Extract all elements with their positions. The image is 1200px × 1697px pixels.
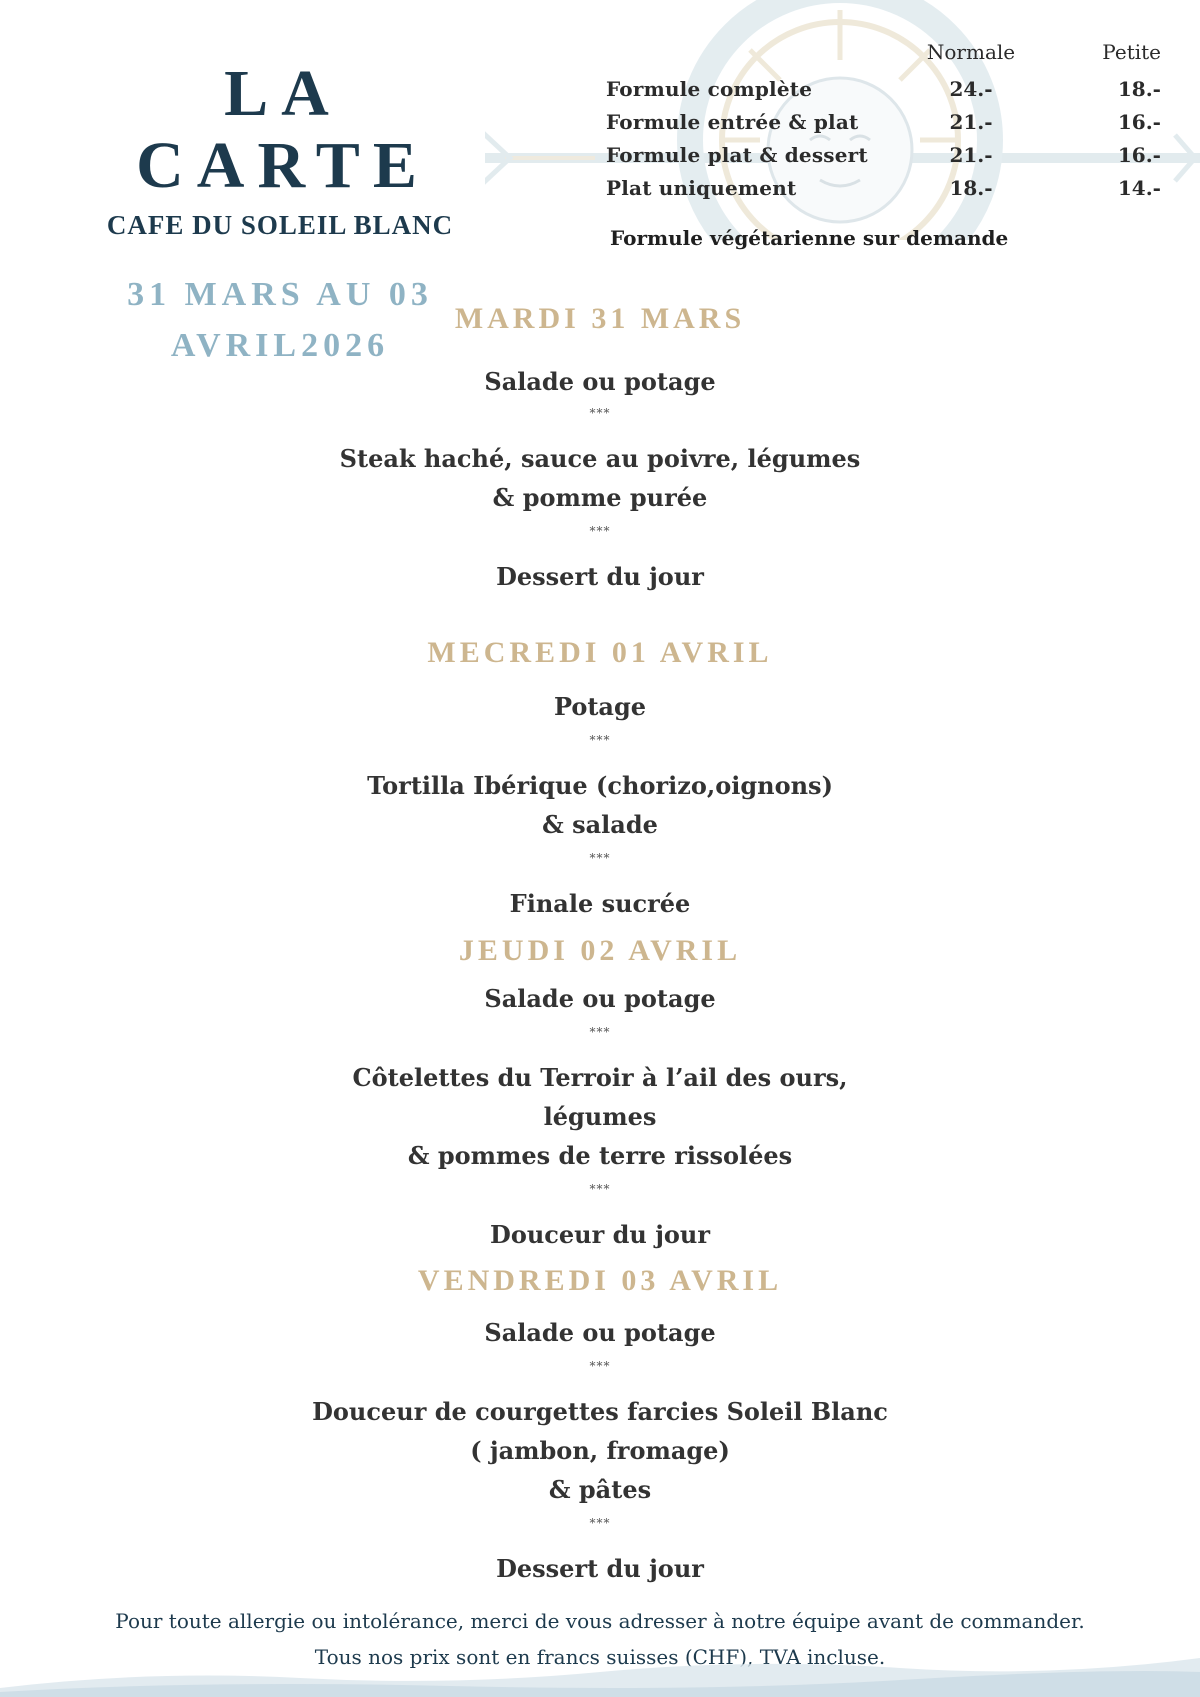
starter: Salade ou potage bbox=[484, 367, 716, 396]
dessert: Finale sucrée bbox=[509, 889, 691, 918]
main-line: Steak haché, sauce au poivre, légumes bbox=[339, 444, 861, 473]
main-line: Douceur de courgettes farcies Soleil Blanc bbox=[312, 1397, 888, 1426]
price-petite: 16.- bbox=[1117, 109, 1161, 134]
price-note: Tous nos prix sont en francs suisses (CHF), TVA incluse. bbox=[314, 1645, 886, 1669]
price-normale: 18.- bbox=[949, 175, 993, 200]
price-petite: 18.- bbox=[1117, 76, 1161, 101]
starter: Salade ou potage bbox=[484, 984, 716, 1013]
main-line: ( jambon, fromage) bbox=[470, 1436, 730, 1465]
separator: *** bbox=[589, 1516, 611, 1530]
price-table-header bbox=[606, 40, 1161, 72]
separator: *** bbox=[589, 851, 611, 865]
price-row-label: Formule plat & dessert bbox=[606, 142, 868, 167]
vegetarian-note: Formule végétarienne sur demande bbox=[610, 226, 1009, 250]
restaurant-name: CAFE DU SOLEIL BLANC bbox=[106, 210, 454, 240]
date-range: 31 MARS AU 03 AVRIL2026 bbox=[127, 276, 433, 364]
day-heading: MARDI 31 MARS bbox=[454, 302, 746, 335]
price-header-spacer bbox=[606, 40, 901, 72]
price-row bbox=[606, 105, 1161, 138]
price-normale: 21.- bbox=[949, 142, 993, 167]
price-row bbox=[606, 72, 1161, 105]
watercolor-wave bbox=[0, 1650, 1200, 1697]
starter: Salade ou potage bbox=[484, 1318, 716, 1347]
main-line: légumes bbox=[543, 1102, 657, 1131]
day-heading: MECREDI 01 AVRIL bbox=[427, 636, 773, 669]
price-row bbox=[606, 171, 1161, 204]
separator: *** bbox=[589, 733, 611, 747]
price-col-petite: Petite bbox=[1102, 40, 1161, 64]
separator: *** bbox=[589, 406, 611, 420]
price-normale: 24.- bbox=[949, 76, 993, 101]
day-heading: JEUDI 02 AVRIL bbox=[458, 934, 742, 967]
page-title: LA CARTE bbox=[136, 57, 430, 202]
price-row-label: Formule entrée & plat bbox=[606, 109, 859, 134]
main-line: & salade bbox=[542, 810, 658, 839]
price-row-label: Plat uniquement bbox=[606, 175, 797, 200]
dessert: Dessert du jour bbox=[496, 562, 704, 591]
price-row bbox=[606, 138, 1161, 171]
main-line: & pâtes bbox=[548, 1475, 652, 1504]
price-col-normale: Normale bbox=[926, 40, 1016, 64]
starter: Potage bbox=[553, 692, 647, 721]
main-line: Côtelettes du Terroir à l’ail des ours, bbox=[352, 1063, 848, 1092]
price-row-label: Formule complète bbox=[606, 76, 813, 101]
separator: *** bbox=[589, 1359, 611, 1373]
separator: *** bbox=[589, 524, 611, 538]
main-line: & pommes de terre rissolées bbox=[407, 1141, 793, 1170]
price-petite: 16.- bbox=[1117, 142, 1161, 167]
main-line: & pomme purée bbox=[492, 483, 708, 512]
dessert: Dessert du jour bbox=[496, 1554, 704, 1583]
allergy-note: Pour toute allergie ou intolérance, merci de vous adresser à notre équipe avant de commander. bbox=[115, 1609, 1085, 1633]
dessert: Douceur du jour bbox=[490, 1220, 710, 1249]
separator: *** bbox=[589, 1025, 611, 1039]
price-table bbox=[606, 40, 1161, 204]
price-normale: 21.- bbox=[949, 109, 993, 134]
main-line: Tortilla Ibérique (chorizo,oignons) bbox=[367, 771, 833, 800]
separator: *** bbox=[589, 1182, 611, 1196]
day-heading: VENDREDI 03 AVRIL bbox=[417, 1264, 783, 1297]
price-petite: 14.- bbox=[1117, 175, 1161, 200]
